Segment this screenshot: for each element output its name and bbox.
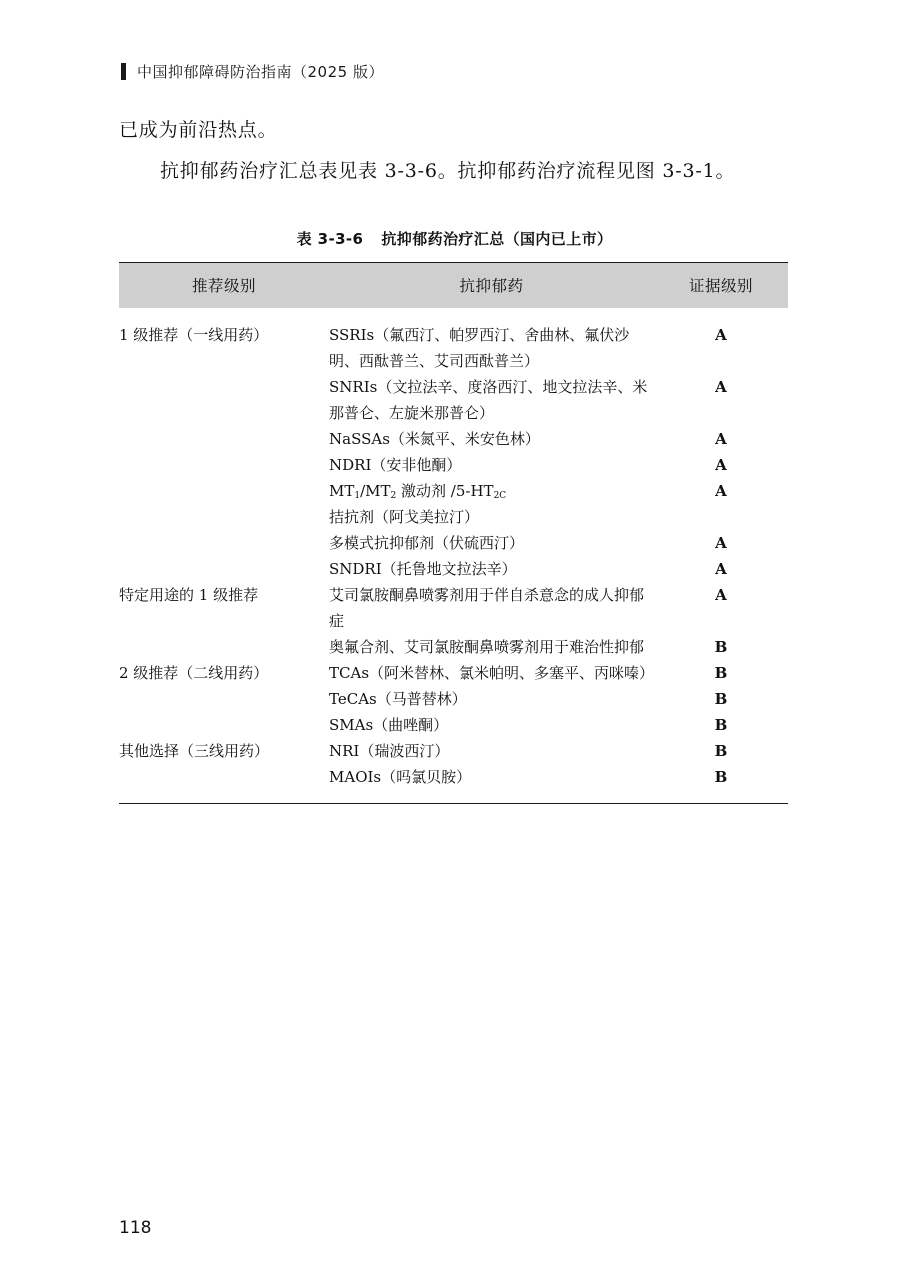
drug-cell: TCAs（阿米替林、氯米帕明、多塞平、丙咪嗪）	[329, 663, 655, 682]
header-antidepressant: 抗抑郁药	[459, 277, 524, 296]
recommendation-level-cell	[119, 712, 329, 738]
table-row	[119, 582, 788, 634]
book-title: 中国抑郁障碍防治指南（2025 版）	[137, 62, 384, 81]
body-text-line-1: 已成为前沿热点。	[119, 119, 278, 141]
evidence-cell: A	[715, 585, 727, 604]
evidence-cell: A	[715, 377, 727, 396]
evidence-cell: A	[715, 533, 727, 552]
table-row	[119, 478, 788, 530]
recommendation-level-cell	[119, 478, 329, 530]
evidence-cell: B	[714, 663, 728, 682]
table-row	[119, 764, 788, 804]
drug-cell: SMAs（曲唑酮）	[329, 715, 449, 734]
table-row	[119, 556, 788, 582]
drug-cell: 多模式抗抑郁剂（伏硫西汀）	[329, 533, 525, 552]
table-row	[119, 634, 788, 660]
drug-text: /MT	[360, 481, 391, 500]
drug-text: 拮抗剂（阿戈美拉汀）	[329, 507, 480, 526]
table-row	[119, 308, 788, 374]
drug-cell: SNRIs（文拉法辛、度洛西汀、地文拉法辛、米那普仑、左旋米那普仑）	[329, 377, 648, 422]
table-row	[119, 738, 788, 764]
drug-cell: NRI（瑞波西汀）	[329, 741, 450, 760]
table-caption-number: 表 3-3-6	[296, 230, 364, 248]
evidence-cell: B	[714, 767, 728, 786]
subscript: 1	[354, 490, 361, 501]
drug-cell: 艾司氯胺酮鼻喷雾剂用于伴自杀意念的成人抑郁症	[329, 585, 645, 630]
recommendation-level-cell	[119, 634, 329, 660]
drug-text: MT	[329, 481, 355, 500]
drug-cell: MAOIs（吗氯贝胺）	[329, 767, 472, 786]
evidence-cell: A	[715, 325, 727, 344]
evidence-cell: A	[715, 429, 727, 448]
recommendation-level-cell	[119, 686, 329, 712]
recommendation-level-cell	[119, 374, 329, 426]
header-recommendation-level: 推荐级别	[191, 277, 256, 296]
table-caption	[0, 228, 909, 249]
drug-cell	[329, 478, 654, 530]
evidence-cell: A	[715, 481, 727, 500]
drug-cell: 奥氟合剂、艾司氯胺酮鼻喷雾剂用于难治性抑郁	[329, 637, 645, 656]
recommendation-level-cell: 2 级推荐（二线用药）	[119, 663, 269, 682]
table-header-row	[119, 263, 788, 308]
drug-cell: SNDRI（托鲁地文拉法辛）	[329, 559, 517, 578]
table-row	[119, 660, 788, 686]
table-row	[119, 530, 788, 556]
evidence-cell: B	[714, 741, 728, 760]
subscript: 2	[390, 490, 397, 501]
recommendation-level-cell	[119, 452, 329, 478]
evidence-cell: A	[715, 559, 727, 578]
table-row	[119, 686, 788, 712]
recommendation-level-cell	[119, 426, 329, 452]
drug-cell: TeCAs（马普替林）	[329, 689, 467, 708]
recommendation-level-cell	[119, 764, 329, 804]
body-text-line-2: 抗抑郁药治疗汇总表见表 3-3-6。抗抑郁药治疗流程见图 3-3-1。	[160, 160, 736, 182]
evidence-cell: B	[714, 715, 728, 734]
drug-cell: NDRI（安非他酮）	[329, 455, 462, 474]
recommendation-level-cell	[119, 556, 329, 582]
table-caption-title: 抗抑郁药治疗汇总（国内已上市）	[381, 230, 613, 248]
recommendation-level-cell: 1 级推荐（一线用药）	[119, 325, 269, 344]
recommendation-level-cell	[119, 530, 329, 556]
evidence-cell: B	[714, 637, 728, 656]
evidence-cell: B	[714, 689, 728, 708]
evidence-cell: A	[715, 455, 727, 474]
subscript: 2C	[493, 490, 507, 501]
table-row	[119, 426, 788, 452]
drug-cell: NaSSAs（米氮平、米安色林）	[329, 429, 540, 448]
recommendation-level-cell: 特定用途的 1 级推荐	[119, 585, 259, 604]
table-row	[119, 712, 788, 738]
table-row	[119, 452, 788, 478]
recommendation-level-cell: 其他选择（三线用药）	[119, 741, 270, 760]
drug-cell: SSRIs（氟西汀、帕罗西汀、舍曲林、氟伏沙明、西酞普兰、艾司西酞普兰）	[329, 325, 630, 370]
running-header	[121, 60, 384, 82]
header-bar-mark	[121, 63, 126, 80]
table-row	[119, 374, 788, 426]
page-number: 118	[119, 1218, 152, 1238]
antidepressant-summary-table	[119, 262, 788, 804]
drug-text: 激动剂 /5-HT	[396, 481, 494, 500]
header-evidence-level: 证据级别	[688, 277, 753, 296]
